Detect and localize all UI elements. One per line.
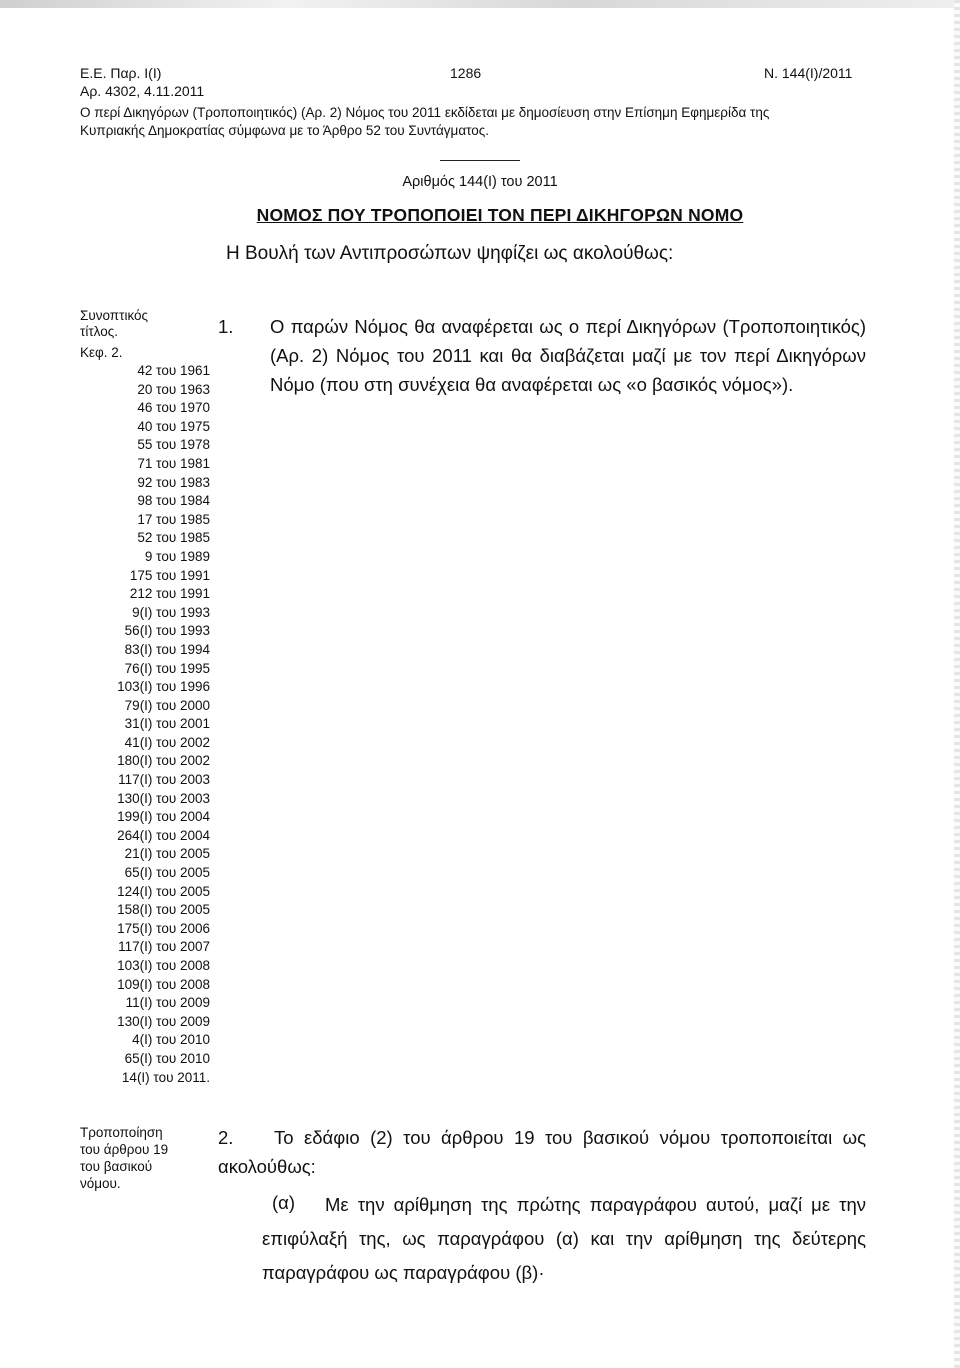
publication-note-line2: Κυπριακής Δημοκρατίας σύμφωνα με το Άρθρο 52 του Συντάγματος. — [80, 123, 490, 138]
legislation-entry: 11(Ι) του 2009 — [125, 995, 210, 1011]
legislation-entry: 180(Ι) του 2002 — [117, 753, 210, 769]
section-2-text: Το εδάφιο (2) του άρθρου 19 του βασικού νόμου τροποποιείται ως ακολούθως: — [218, 1127, 866, 1177]
chapter-ref: Κεφ. 2. — [80, 345, 123, 360]
legislation-entry: 109(Ι) του 2008 — [117, 976, 210, 992]
legislation-entry: 40 του 1975 — [137, 418, 210, 434]
legislation-entry: 92 του 1983 — [137, 474, 210, 490]
margin-note-short-title — [80, 308, 148, 340]
legislation-entry: 52 του 1985 — [137, 530, 210, 546]
legislation-entry: 175 του 1991 — [129, 567, 210, 583]
legislation-entry: 71 του 1981 — [137, 455, 210, 471]
margin-note-line: Τροποποίηση — [80, 1125, 163, 1140]
legislation-entry: 21(Ι) του 2005 — [124, 846, 210, 862]
legislation-entry: 98 του 1984 — [137, 493, 210, 509]
legislation-entry: 46 του 1970 — [137, 400, 210, 416]
legislation-entry: 130(Ι) του 2009 — [117, 1013, 210, 1029]
issue-ref: Αρ. 4302, 4.11.2011 — [80, 83, 205, 99]
section-1-text-content: Ο παρών Νόμος θα αναφέρεται ως ο περί Δικηγόρων (Τροποποιητικός) (Αρ. 2) Νόμος του 2011 και θα διαβάζεται μαζί με τον περί Δικηγόρων Νόμο (που στη συνέχεια θα αναφέρεται ως «ο βασικός νόμος»). — [270, 316, 866, 395]
legislation-entry: 124(Ι) του 2005 — [117, 883, 210, 899]
enactment-formula: Η Βουλή των Αντιπροσώπων ψηφίζει ως ακολούθως: — [226, 243, 674, 264]
margin-note-line: νόμου. — [80, 1176, 121, 1191]
margin-note-line: Συνοπτικός — [80, 308, 149, 323]
legislation-entry: 4(Ι) του 2010 — [132, 1032, 210, 1048]
legislation-entry: 55 του 1978 — [137, 437, 210, 453]
journal-ref: Ε.Ε. Παρ. Ι(Ι) — [80, 65, 162, 81]
legislation-entry: 117(Ι) του 2003 — [118, 772, 210, 788]
legislation-entry: 56(Ι) του 1993 — [124, 623, 210, 639]
margin-note-line: του βασικού — [80, 1159, 153, 1174]
separator-rule — [440, 160, 520, 161]
page-number: 1286 — [450, 65, 482, 81]
legislation-entry: 130(Ι) του 2003 — [117, 790, 210, 806]
legislation-entry: 264(Ι) του 2004 — [117, 827, 210, 843]
legislation-entry: 17 του 1985 — [137, 511, 210, 527]
law-title: ΝΟΜΟΣ ΠΟΥ ΤΡΟΠΟΠΟΙΕΙ ΤΟΝ ΠΕΡΙ ΔΙΚΗΓΟΡΩΝ ΝΟΜΟ — [256, 205, 744, 225]
legislation-entry: 14(Ι) του 2011. — [121, 1069, 210, 1085]
legislation-entry: 103(Ι) του 1996 — [117, 679, 210, 695]
section-2-number: 2. — [218, 1127, 234, 1148]
margin-note-amendment — [80, 1124, 168, 1192]
scan-top-edge — [0, 0, 960, 8]
legislation-entry: 65(Ι) του 2005 — [124, 865, 210, 881]
legislation-entry: 65(Ι) του 2010 — [124, 1050, 210, 1066]
legislation-entry: 41(Ι) του 2002 — [124, 734, 210, 750]
legislation-entry: 212 του 1991 — [129, 586, 210, 602]
legislation-entry: 158(Ι) του 2005 — [117, 902, 210, 918]
legislation-entry: 117(Ι) του 2007 — [118, 939, 210, 955]
section-1-text — [270, 312, 866, 399]
section-1-number: 1. — [218, 316, 234, 337]
amending-legislation-list — [40, 362, 210, 1087]
legislation-entry: 31(Ι) του 2001 — [124, 716, 210, 732]
margin-note-line: τίτλος. — [80, 324, 118, 339]
legislation-entry: 199(Ι) του 2004 — [117, 809, 210, 825]
law-number: Αριθμός 144(Ι) του 2011 — [402, 174, 558, 190]
legislation-entry: 175(Ι) του 2006 — [117, 920, 210, 936]
legislation-entry: 76(Ι) του 1995 — [124, 660, 210, 676]
publication-note-line1: Ο περί Δικηγόρων (Τροποποιητικός) (Αρ. 2) Νόμος του 2011 εκδίδεται με δημοσίευση στην Επίσημη Εφημερίδα της — [80, 105, 770, 120]
legislation-entry: 9 του 1989 — [144, 548, 210, 564]
legislation-entry: 20 του 1963 — [137, 381, 210, 397]
item-a-label: (α) — [272, 1192, 296, 1213]
legislation-entry: 9(Ι) του 1993 — [132, 604, 210, 620]
margin-note-line: του άρθρου 19 — [80, 1142, 169, 1157]
legislation-entry: 83(Ι) του 1994 — [124, 641, 210, 657]
legislation-entry: 42 του 1961 — [137, 363, 210, 378]
legislation-entry: 103(Ι) του 2008 — [117, 958, 210, 973]
legislation-entry: 79(Ι) του 2000 — [124, 697, 210, 713]
law-ref: Ν. 144(Ι)/2011 — [764, 65, 853, 81]
item-a-text: Με την αρίθμηση της πρώτης παραγράφου αυτού, μαζί με την επιφύλαξή της, ως παραγράφου (α) και την αρίθμηση της δεύτερης παραγράφου ως παραγράφου (β)· — [262, 1194, 866, 1283]
